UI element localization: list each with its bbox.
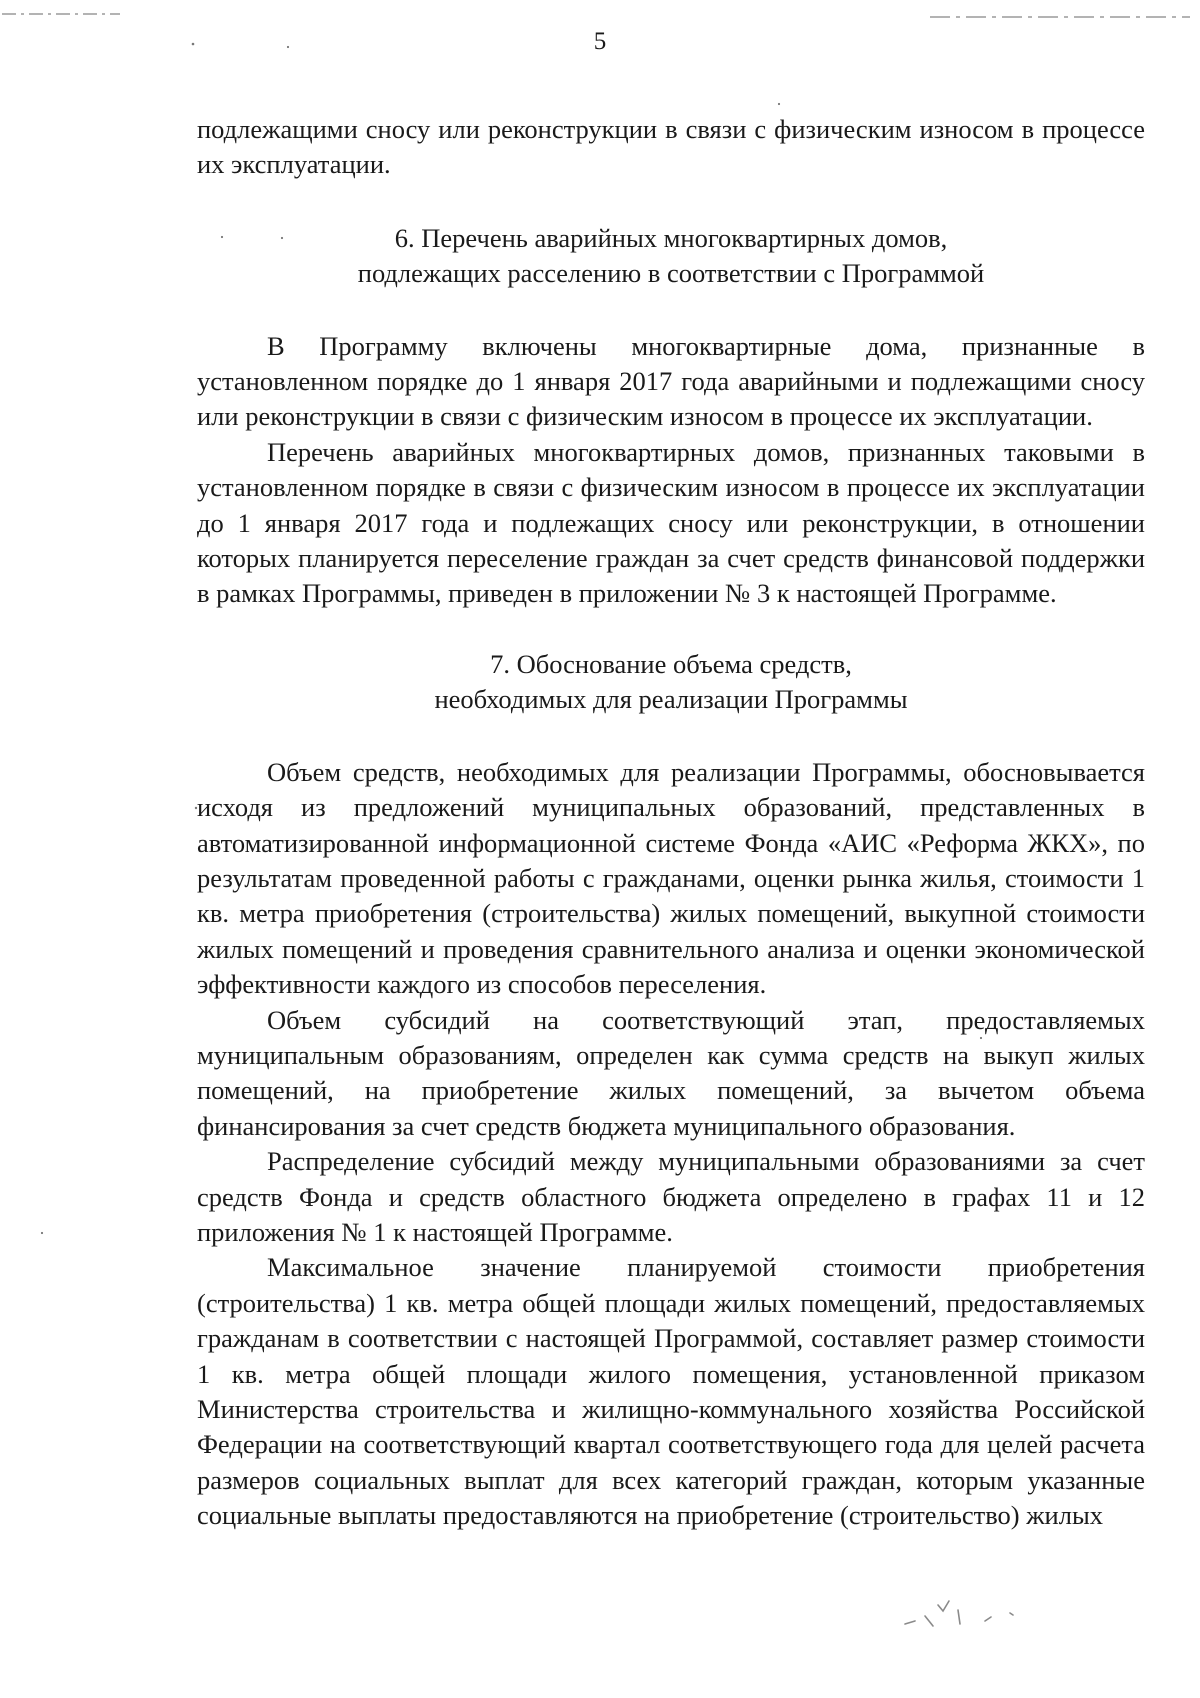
- section-7-heading-line-1: 7. Обоснование объема средств,: [490, 648, 852, 679]
- document-body: [197, 112, 1145, 1534]
- section-6-heading-line-1: 6. Перечень аварийных многоквартирных домов,: [394, 222, 948, 253]
- section-6-heading-line-2: подлежащих расселению в соответствии с Программой: [357, 258, 985, 289]
- section-7-paragraph-2: Объем субсидий на соответствующий этап, предоставляемых муниципальным образованиям, определен как сумма средств на выкуп жилых помещений, на приобретение жилых помещений, за вычетом объема финансирования за счет средств бюджета муниципального образования.: [197, 1004, 1145, 1141]
- section-7-heading: [197, 647, 1145, 718]
- section-6-paragraph-2: Перечень аварийных многоквартирных домов, признанных таковыми в установленном порядке в связи с физическим износом в процессе их эксплуатации до 1 января 2017 года и подлежащих сносу или реконструкции, в отношении которых планируется переселение граждан за счет средств финансовой поддержки в рамках Программы, приведен в приложении № 3 к настоящей Программе.: [197, 436, 1145, 609]
- intro-paragraph: подлежащими сносу или реконструкции в связи с физическим износом в процессе их эксплуатации.: [197, 114, 1145, 180]
- scan-speck: [41, 1232, 43, 1234]
- section-7-paragraph-3: Распределение субсидий между муниципальными образованиями за счет средств Фонда и средств областного бюджета определено в графах 11 и 12 приложения № 1 к настоящей Программе.: [197, 1146, 1145, 1247]
- section-6-heading: [197, 221, 1145, 292]
- page-number: 5: [593, 28, 607, 55]
- pen-mark-bottom: [905, 1601, 1013, 1626]
- section-6-paragraph-1: В Программу включены многоквартирные дома, признанные в установленном порядке до 1 января 2017 года аварийными и подлежащими сносу или реконструкции в связи с физическим износом в процессе их эксплуатации.: [197, 330, 1145, 432]
- section-7-paragraph-4: Максимальное значение планируемой стоимости приобретения (строительства) 1 кв. метра общей площади жилых помещений, предоставляемых гражданам в соответствии с настоящей Программой, составляет размер стоимости 1 кв. метра общей площади жилого помещения, установленной приказом Министерства строительства и жилищно-коммунального хозяйства Российской Федерации на соответствующий квартал соответствующего года для целей расчета размеров социальных выплат для всех категорий граждан, которым указанные социальные выплаты предоставляются на приобретение (строительство) жилых: [197, 1252, 1145, 1531]
- section-7-heading-line-2: необходимых для реализации Программы: [434, 684, 908, 715]
- scan-speck: [778, 103, 780, 105]
- section-7-paragraph-1: Объем средств, необходимых для реализации Программы, обосновывается исходя из предложений муниципальных образований, представленных в автоматизированной информационной системе Фонда «АИС «Реформа ЖКХ», по результатам проведенной работы с гражданами, оценки рынка жилья, стоимости 1 кв. метра приобретения (строительства) жилых помещений, выкупной стоимости жилых помещений и проведения сравнительного анализа и оценки экономической эффективности каждого из способов переселения.: [197, 756, 1145, 1000]
